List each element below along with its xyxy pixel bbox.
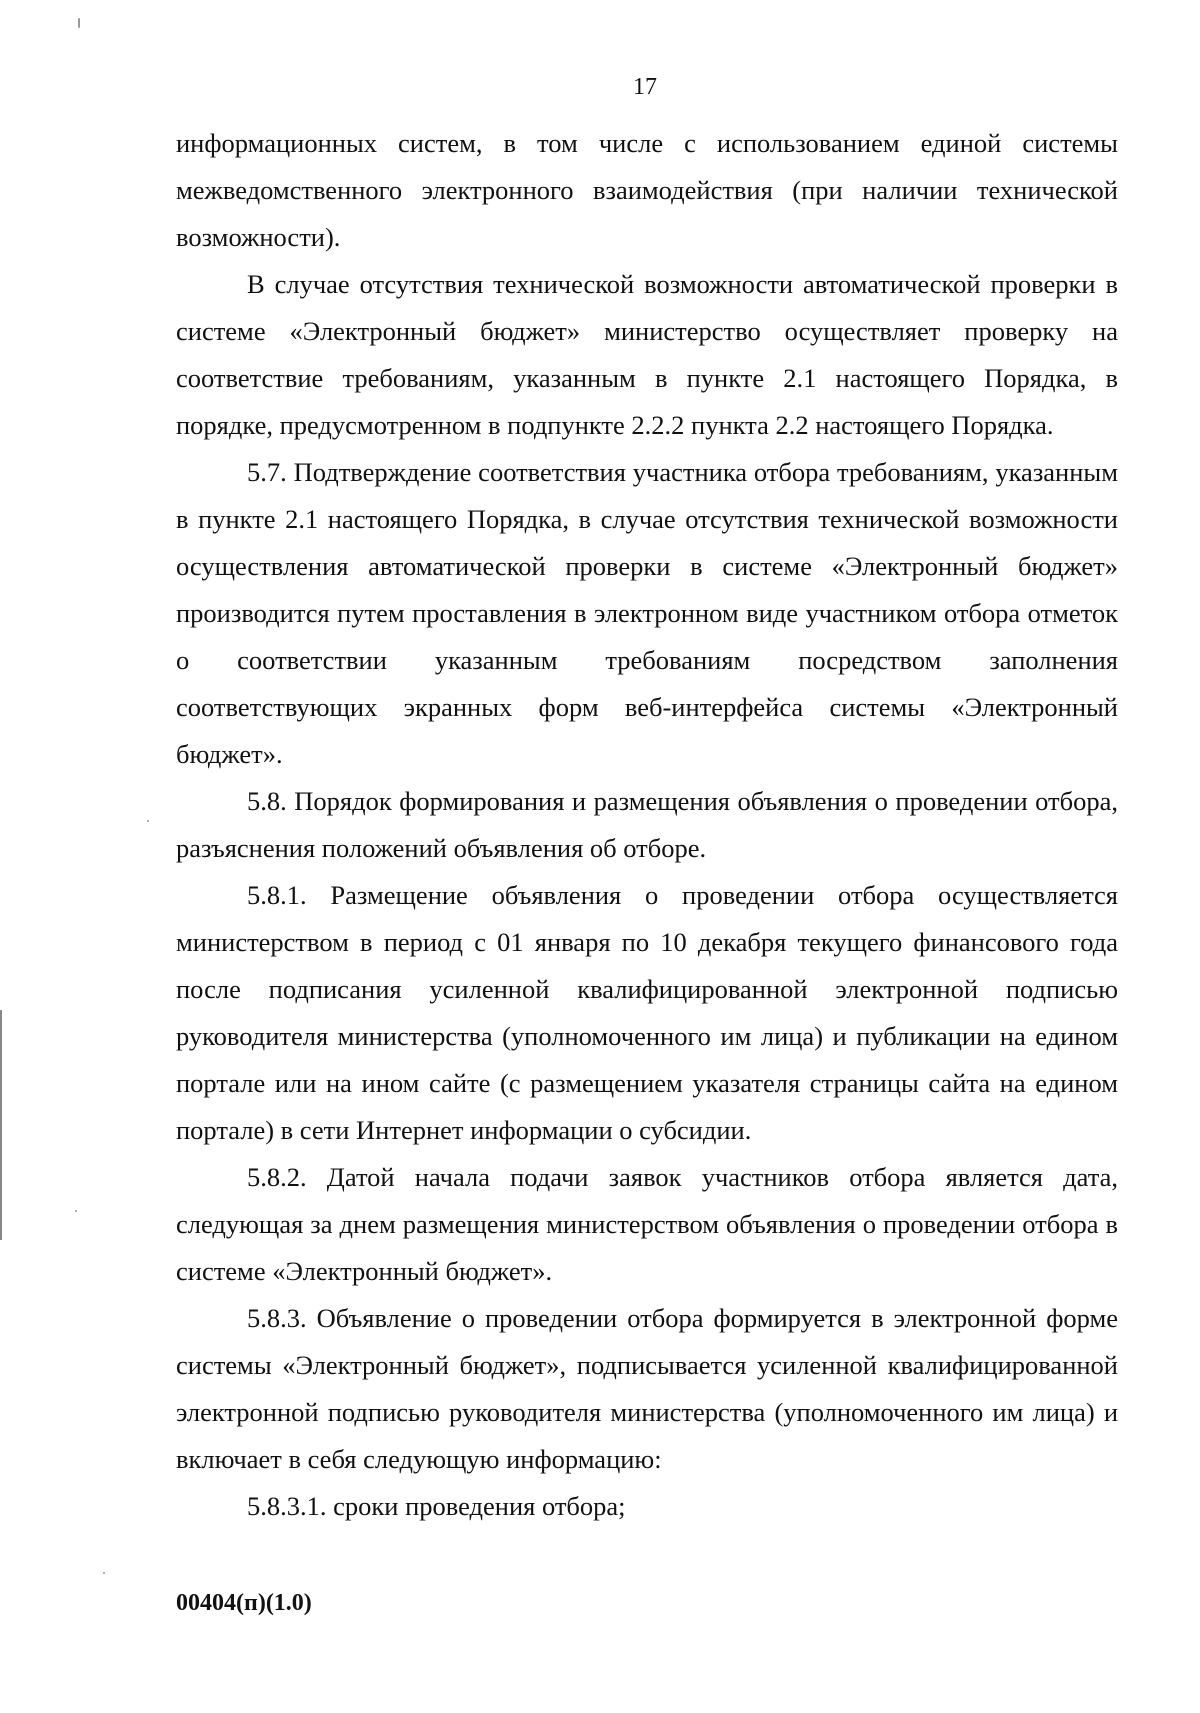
paragraph: информационных систем, в том числе с использованием единой системы межведомственного электронного взаимодействия (при наличии технической возможности). xyxy=(176,128,1118,252)
scan-edge-line xyxy=(0,1010,2,1240)
page-number: 17 xyxy=(633,74,657,100)
paragraph: 5.7. Подтверждение соответствия участника отбора требованиям, указанным в пункте 2.1 настоящего Порядка, в случае отсутствия технической возможности осуществления автоматической проверки в системе «Электронный бюджет» производится путем проставления в электронном виде участником отбора отметок о соответствии указанным требованиям посредством заполнения соответствующих экранных форм веб-интерфейса системы «Электронный бюджет». xyxy=(176,457,1118,769)
document-code: 00404(п)(1.0) xyxy=(176,1590,312,1616)
paragraph: 5.8.2. Датой начала подачи заявок участников отбора является дата, следующая за днем размещения министерством объявления о проведении отбора в системе «Электронный бюджет». xyxy=(176,1162,1118,1286)
paragraph: 5.8.3. Объявление о проведении отбора формируется в электронной форме системы «Электронный бюджет», подписывается усиленной квалифицированной электронной подписью руководителя министерства (уполномоченного им лица) и включает в себя следующую информацию: xyxy=(176,1303,1118,1474)
paragraph: В случае отсутствия технической возможности автоматической проверки в системе «Электронный бюджет» министерство осуществляет проверку на соответствие требованиям, указанным в пункте 2.1 настоящего Порядка, в порядке, предусмотренном в подпункте 2.2.2 пункта 2.2 настоящего Порядка. xyxy=(176,269,1118,440)
document-body xyxy=(176,120,1118,1530)
paragraph: 5.8.1. Размещение объявления о проведении отбора осуществляется министерством в период с 01 января по 10 декабря текущего финансового года после подписания усиленной квалифицированной электронной подписью руководителя министерства (уполномоченного им лица) и публикации на едином портале или на ином сайте (с размещением указателя страницы сайта на едином портале) в сети Интернет информации о субсидии. xyxy=(176,880,1118,1145)
paragraph: 5.8. Порядок формирования и размещения объявления о проведении отбора, разъяснения положений объявления об отборе. xyxy=(176,786,1118,863)
paragraph: 5.8.3.1. сроки проведения отбора; xyxy=(247,1491,626,1521)
scan-speck xyxy=(103,1572,105,1574)
scan-speck xyxy=(75,1210,77,1212)
scan-speck xyxy=(78,18,80,28)
scan-speck xyxy=(147,820,149,822)
